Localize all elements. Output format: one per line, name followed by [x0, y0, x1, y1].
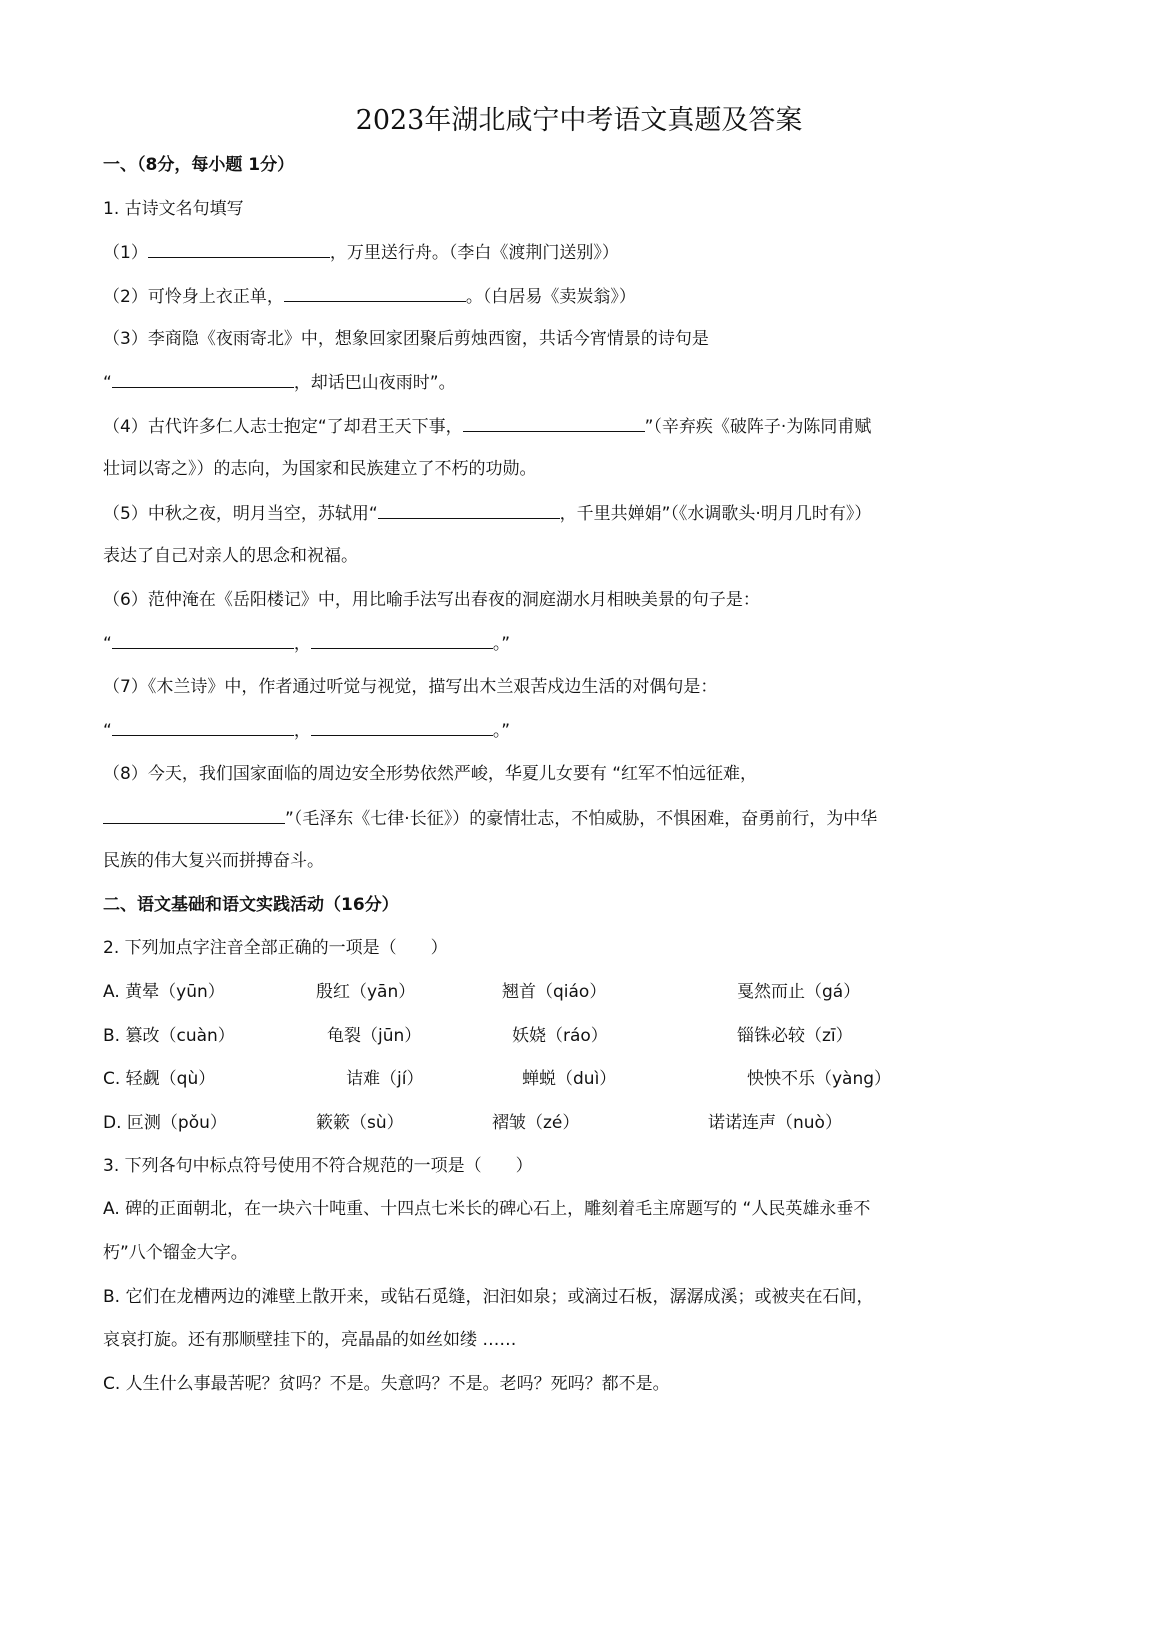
- option-text: 诺诺连声（nuò）: [708, 1113, 842, 1133]
- text: ，却话巴山夜雨时”。: [293, 373, 456, 393]
- item-1: [103, 241, 619, 264]
- text: （2）可怜身上衣正单，: [103, 287, 284, 307]
- text: 。（白居易《卖炭翁》）: [465, 287, 636, 307]
- item-4: [103, 415, 871, 438]
- q3-option-a: A. 碑的正面朝北，在一块六十吨重、十四点七米长的碑心石上，雕刻着毛主席题写的 “人民英雄永垂不: [103, 1199, 871, 1219]
- item-8-line3: 民族的伟大复兴而拼搏奋斗。: [103, 851, 324, 871]
- q3-option-a-line2: 朽”八个镏金大字。: [103, 1243, 248, 1263]
- section2-heading: 二、语文基础和语文实践活动（16分）: [103, 895, 399, 915]
- option-text: A. 黄晕（yūn）: [103, 982, 225, 1002]
- item-5: [103, 502, 871, 525]
- q3-option-b-line2: 哀哀打旋。还有那顺壁挂下的，亮晶晶的如丝如缕 ……: [103, 1330, 517, 1350]
- item-7-line2: [103, 719, 510, 742]
- text: ”（辛弃疾《破阵子·为陈同甫赋: [644, 417, 872, 437]
- option-text: 殷红（yān）: [316, 982, 416, 1002]
- item-7: （7）《木兰诗》中，作者通过听觉与视觉，描写出木兰艰苦戍边生活的对偶句是：: [103, 677, 718, 697]
- option-text: 蝉蜕（duì）: [522, 1069, 617, 1089]
- option-text: 龟裂（jūn）: [327, 1026, 422, 1046]
- question-2: 2. 下列加点字注音全部正确的一项是（ ）: [103, 938, 448, 958]
- text: （4）古代许多仁人志士抱定“了却君王天下事，: [103, 417, 463, 437]
- section1-heading: 一、（8分，每小题 1分）: [103, 155, 295, 175]
- item-8: （8）今天，我们国家面临的周边安全形势依然严峻，华夏儿女要有 “红军不怕远征难，: [103, 764, 758, 784]
- answer-blank[interactable]: [103, 807, 285, 824]
- option-text: 戛然而止（gá）: [737, 982, 861, 1002]
- item-2: [103, 285, 636, 308]
- text: “: [103, 634, 112, 654]
- option-text: 诘难（jí）: [346, 1069, 424, 1089]
- text: ，: [293, 721, 311, 741]
- answer-blank[interactable]: [112, 719, 294, 736]
- item-4-line2: 壮词以寄之》）的志向，为国家和民族建立了不朽的功勋。: [103, 459, 537, 479]
- text: 。”: [492, 721, 511, 741]
- question-1: 1. 古诗文名句填写: [103, 199, 244, 219]
- text: “: [103, 721, 112, 741]
- text: （1）: [103, 243, 148, 263]
- answer-blank[interactable]: [284, 285, 466, 302]
- answer-blank[interactable]: [311, 632, 493, 649]
- option-text: 怏怏不乐（yàng）: [747, 1069, 892, 1089]
- document-title: 2023年湖北咸宁中考语文真题及答案: [355, 105, 803, 136]
- q3-option-b: B. 它们在龙槽两边的滩壁上散开来，或钻石觅缝，汩汩如泉；或滴过石板，潺潺成溪；或被夹在石间，: [103, 1287, 874, 1307]
- answer-blank[interactable]: [112, 371, 294, 388]
- item-3: （3）李商隐《夜雨寄北》中，想象回家团聚后剪烛西窗，共话今宵情景的诗句是: [103, 329, 709, 349]
- answer-blank[interactable]: [463, 415, 645, 432]
- item-5-line2: 表达了自己对亲人的思念和祝福。: [103, 546, 358, 566]
- q3-option-c: C. 人生什么事最苦呢？贫吗？不是。失意吗？不是。老吗？死吗？都不是。: [103, 1374, 670, 1394]
- text: ”（毛泽东《七律·长征》）的豪情壮志，不怕威胁，不惧困难，奋勇前行，为中华: [285, 809, 878, 829]
- text: ，万里送行舟。（李白《渡荆门送别》）: [329, 243, 619, 263]
- answer-blank[interactable]: [148, 241, 330, 258]
- option-text: D. 叵测（pǒu）: [103, 1113, 227, 1133]
- text: 。”: [492, 634, 511, 654]
- item-3-line2: [103, 371, 456, 394]
- item-6: （6）范仲淹在《岳阳楼记》中，用比喻手法写出春夜的洞庭湖水月相映美景的句子是：: [103, 590, 760, 610]
- text: （5）中秋之夜，明月当空，苏轼用“: [103, 504, 378, 524]
- text: “: [103, 373, 112, 393]
- answer-blank[interactable]: [378, 502, 560, 519]
- text: ，: [293, 634, 311, 654]
- option-text: B. 篡改（cuàn）: [103, 1026, 235, 1046]
- question-3: 3. 下列各句中标点符号使用不符合规范的一项是（ ）: [103, 1156, 533, 1176]
- option-text: 妖娆（ráo）: [512, 1026, 608, 1046]
- option-text: 簌簌（sù）: [316, 1113, 404, 1133]
- item-6-line2: [103, 632, 510, 655]
- text: ，千里共婵娟”（《水调歌头·明月几时有》）: [559, 504, 872, 524]
- answer-blank[interactable]: [311, 719, 493, 736]
- option-text: C. 轻觑（qù）: [103, 1069, 216, 1089]
- item-8-line2: [103, 807, 877, 830]
- option-text: 锱铢必较（zī）: [737, 1026, 853, 1046]
- answer-blank[interactable]: [112, 632, 294, 649]
- option-text: 褶皱（zé）: [492, 1113, 580, 1133]
- option-text: 翘首（qiáo）: [502, 982, 607, 1002]
